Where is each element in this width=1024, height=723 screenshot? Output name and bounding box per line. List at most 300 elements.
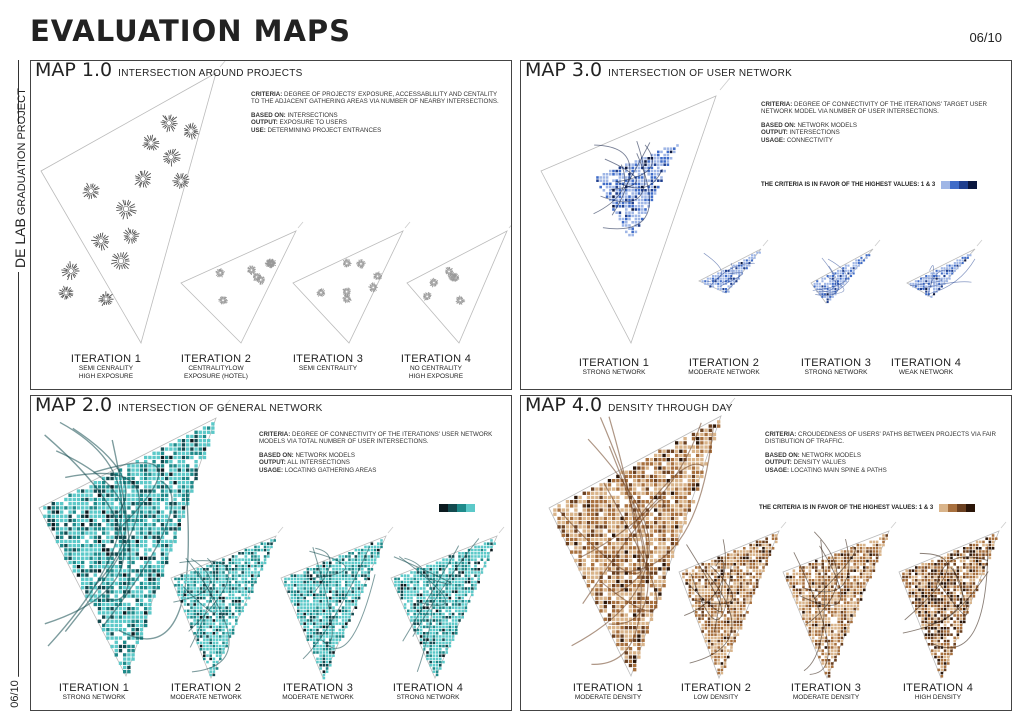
burst-ray [257, 273, 258, 275]
density-cell [300, 606, 303, 609]
density-cell [620, 555, 623, 558]
density-cell [148, 481, 151, 484]
density-cell [245, 594, 248, 597]
density-cell [401, 581, 404, 584]
burst-ray [135, 181, 140, 185]
density-cell [436, 667, 439, 670]
density-cell [184, 581, 187, 584]
density-cell [933, 283, 935, 285]
density-cell [131, 628, 134, 631]
density-cell [335, 590, 338, 593]
density-cell [471, 584, 474, 587]
density-cell [197, 597, 200, 600]
burst-ray [65, 296, 66, 300]
density-cell [106, 540, 109, 543]
density-cell [200, 613, 203, 616]
density-cell [698, 579, 701, 582]
density-cell [222, 648, 225, 651]
density-cell [943, 272, 945, 274]
density-cell [595, 521, 598, 524]
density-cell [174, 584, 177, 587]
density-cell [455, 584, 458, 587]
density-cell [458, 603, 461, 606]
density-cell [407, 600, 410, 603]
density-cell [303, 600, 306, 603]
density-cell [206, 616, 209, 619]
density-cell [323, 677, 326, 680]
density-cell [458, 597, 461, 600]
density-cell [404, 603, 407, 606]
density-cell [853, 265, 855, 267]
density-cell [474, 574, 477, 577]
density-cell [646, 466, 649, 469]
density-cell [332, 638, 335, 641]
density-cell [413, 616, 416, 619]
density-cell [216, 587, 219, 590]
density-cell [307, 632, 310, 635]
density-cell [77, 515, 80, 518]
density-cell [595, 538, 598, 541]
density-cell [824, 296, 826, 298]
density-cell [683, 492, 686, 495]
density-cell [297, 578, 300, 581]
density-cell [181, 590, 184, 593]
density-cell [679, 454, 682, 457]
density-cell [449, 600, 452, 603]
density-cell [461, 590, 464, 593]
density-cell [345, 574, 348, 577]
density-cell [316, 632, 319, 635]
density-cell [599, 584, 602, 587]
density-cell [248, 549, 251, 552]
density-cell [553, 513, 556, 516]
density-cell [161, 460, 164, 463]
density-cell [646, 483, 649, 486]
density-cell [410, 587, 413, 590]
density-cell [287, 578, 290, 581]
density-cell [326, 610, 329, 613]
density-cell [413, 626, 416, 629]
density-cell [700, 471, 703, 474]
density-cell [595, 534, 598, 537]
density-cell [827, 285, 829, 287]
density-cell [232, 613, 235, 616]
density-cell [615, 186, 618, 189]
density-cell [94, 523, 97, 526]
density-cell [173, 494, 176, 497]
density-cell [73, 552, 76, 555]
density-cell [637, 639, 640, 642]
density-cell [631, 167, 634, 170]
density-cell [595, 555, 598, 558]
density-cell [439, 587, 442, 590]
density-cell [704, 283, 706, 285]
density-cell [397, 590, 400, 593]
density-cell [628, 211, 631, 214]
density-cell [178, 502, 181, 505]
density-cell [477, 568, 480, 571]
density-cell [442, 590, 445, 593]
density-cell [735, 270, 737, 272]
density-cell [203, 456, 206, 459]
density-cell [404, 578, 407, 581]
density-cell [599, 609, 602, 612]
burst-ray [138, 174, 141, 176]
density-cell [140, 586, 143, 589]
density-cell [458, 571, 461, 574]
density-cell [190, 468, 193, 471]
density-cell [310, 574, 313, 577]
density-cell [574, 542, 577, 545]
density-cell [455, 600, 458, 603]
density-cell [225, 645, 228, 648]
density-cell [323, 613, 326, 616]
density-cell [436, 590, 439, 593]
density-cell [461, 613, 464, 616]
density-cell [52, 515, 55, 518]
density-cell [609, 186, 612, 189]
density-cell [698, 576, 701, 579]
burst-ray [111, 262, 117, 264]
density-cell [197, 568, 200, 571]
density-cell [148, 611, 151, 614]
density-cell [123, 657, 126, 660]
density-cell [433, 619, 436, 622]
density-cell [608, 555, 611, 558]
density-cell [604, 559, 607, 562]
burst-ray [250, 272, 251, 274]
density-cell [371, 568, 374, 571]
density-cell [193, 590, 196, 593]
density-cell [449, 613, 452, 616]
density-cell [658, 462, 661, 465]
density-cell [637, 630, 640, 633]
burst-ray [363, 263, 366, 264]
density-cell [616, 605, 619, 608]
density-cell [81, 578, 84, 581]
density-cell [313, 606, 316, 609]
density-cell [254, 562, 257, 565]
density-cell [203, 587, 206, 590]
density-cell [452, 638, 455, 641]
road-line [875, 240, 880, 246]
density-cell [420, 578, 423, 581]
density-cell [184, 600, 187, 603]
burst-ray [104, 243, 108, 247]
density-cell [313, 648, 316, 651]
density-cell [81, 515, 84, 518]
density-cell [203, 632, 206, 635]
density-cell [235, 581, 238, 584]
density-cell [821, 285, 823, 287]
density-cell [471, 568, 474, 571]
density-cell [190, 578, 193, 581]
map-1-based: INTERSECTIONS [287, 111, 338, 119]
density-cell [417, 590, 420, 593]
side-strip [4, 60, 28, 708]
density-cell [675, 496, 678, 499]
density-cell [364, 571, 367, 574]
density-cell [481, 546, 484, 549]
map-1-number: MAP 1.0 [35, 60, 113, 81]
density-cell [436, 600, 439, 603]
density-cell [650, 521, 653, 524]
density-cell [241, 568, 244, 571]
density-cell [187, 584, 190, 587]
map-3-based: NETWORK MODELS [797, 121, 857, 129]
density-cell [625, 199, 628, 202]
density-cell [474, 549, 477, 552]
density-cell [599, 525, 602, 528]
density-cell [949, 272, 951, 274]
density-cell [423, 578, 426, 581]
density-cell [209, 674, 212, 677]
density-cell [199, 431, 202, 434]
density-cell [458, 616, 461, 619]
density-cell [625, 630, 628, 633]
density-cell [646, 492, 649, 495]
density-cell [651, 179, 654, 182]
burst-center [222, 299, 225, 302]
density-cell [657, 186, 660, 189]
density-cell [232, 555, 235, 558]
map-3-output: INTERSECTIONS [789, 129, 840, 137]
density-cell [442, 626, 445, 629]
density-cell [683, 483, 686, 486]
density-cell [106, 510, 109, 513]
density-cell [165, 552, 168, 555]
density-cell [323, 626, 326, 629]
density-cell [68, 552, 71, 555]
density-cell [654, 163, 657, 166]
density-cell [410, 581, 413, 584]
density-cell [709, 433, 712, 436]
density-cell [169, 447, 172, 450]
density-cell [628, 224, 631, 227]
density-cell [332, 578, 335, 581]
burst-ray [267, 264, 269, 265]
density-cell [115, 611, 118, 614]
density-cell [423, 626, 426, 629]
density-cell [468, 587, 471, 590]
density-cell [629, 634, 632, 637]
density-cell [930, 272, 932, 274]
density-cell [136, 620, 139, 623]
density-cell [477, 581, 480, 584]
density-cell [629, 576, 632, 579]
density-cell [127, 636, 130, 639]
density-cell [413, 610, 416, 613]
density-cell [646, 475, 649, 478]
iteration-title: ITERATION 2 [688, 357, 760, 369]
density-cell [442, 600, 445, 603]
density-cell [667, 154, 670, 157]
density-cell [219, 587, 222, 590]
density-cell [316, 629, 319, 632]
density-cell [606, 176, 609, 179]
map-3-panel [520, 60, 1012, 390]
density-cell [688, 458, 691, 461]
density-cell [169, 477, 172, 480]
density-cell [619, 170, 622, 173]
density-cell [203, 426, 206, 429]
density-cell [625, 496, 628, 499]
density-cell [591, 559, 594, 562]
density-cell [106, 489, 109, 492]
density-cell [959, 259, 961, 261]
density-cell [300, 584, 303, 587]
density-cell [123, 603, 126, 606]
density-cell [81, 557, 84, 560]
density-cell [358, 587, 361, 590]
density-cell [181, 584, 184, 587]
density-cell [303, 574, 306, 577]
burst-ray [102, 233, 103, 238]
density-cell [339, 590, 342, 593]
density-cell [89, 527, 92, 530]
density-cell [161, 498, 164, 501]
burst-ray [192, 123, 193, 128]
density-cell [474, 562, 477, 565]
density-cell [326, 584, 329, 587]
side-label [12, 88, 28, 272]
density-cell [193, 613, 196, 616]
density-cell [106, 548, 109, 551]
density-cell [912, 283, 914, 285]
density-cell [119, 620, 122, 623]
density-cell [654, 525, 657, 528]
map-2-subtitle: INTERSECTION OF GENERAL NETWORK [118, 403, 323, 414]
density-cell [625, 208, 628, 211]
density-cell [157, 569, 160, 572]
density-cell [157, 578, 160, 581]
density-cell [52, 527, 55, 530]
density-cell [620, 643, 623, 646]
density-cell [303, 613, 306, 616]
density-cell [197, 635, 200, 638]
density-cell [182, 506, 185, 509]
density-cell [300, 594, 303, 597]
density-cell [131, 473, 134, 476]
density-cell [493, 542, 496, 545]
density-cell [633, 597, 636, 600]
density-cell [355, 555, 358, 558]
density-cell [827, 296, 829, 298]
burst-ray [253, 269, 256, 270]
density-cell [131, 569, 134, 572]
density-cell [658, 454, 661, 457]
density-cell [342, 594, 345, 597]
density-cell [165, 460, 168, 463]
density-cell [127, 615, 130, 618]
density-cell [662, 525, 665, 528]
density-cell [140, 498, 143, 501]
density-cell [816, 283, 818, 285]
density-cell [679, 504, 682, 507]
density-cell [94, 561, 97, 564]
density-cell [380, 542, 383, 545]
density-cell [140, 628, 143, 631]
density-cell [194, 439, 197, 442]
density-cell [433, 581, 436, 584]
density-cell [206, 632, 209, 635]
density-cell [651, 189, 654, 192]
density-cell [458, 610, 461, 613]
density-cell [238, 597, 241, 600]
density-cell [654, 173, 657, 176]
density-cell [837, 270, 839, 272]
density-cell [316, 626, 319, 629]
density-cell [332, 590, 335, 593]
density-cell [667, 517, 670, 520]
density-cell [307, 581, 310, 584]
density-cell [704, 445, 707, 448]
density-cell [98, 527, 101, 530]
density-cell [612, 630, 615, 633]
intersection-burst [317, 288, 325, 296]
density-cell [578, 496, 581, 499]
density-cell [654, 192, 657, 195]
density-cell [98, 502, 101, 505]
density-cell [662, 534, 665, 537]
density-cell [355, 594, 358, 597]
density-cell [261, 542, 264, 545]
density-cell [238, 600, 241, 603]
density-cell [629, 538, 632, 541]
density-cell [148, 515, 151, 518]
map-1-use-label: USE: [251, 126, 266, 134]
density-cell [206, 581, 209, 584]
density-cell [423, 638, 426, 641]
density-cell [94, 540, 97, 543]
density-cell [245, 571, 248, 574]
density-cell [339, 622, 342, 625]
density-cell [436, 619, 439, 622]
density-cell [106, 636, 109, 639]
density-cell [332, 594, 335, 597]
density-cell [660, 160, 663, 163]
density-cell [616, 538, 619, 541]
density-cell [200, 606, 203, 609]
density-grid [284, 539, 383, 679]
density-cell [213, 632, 216, 635]
density-cell [229, 610, 232, 613]
density-cell [319, 590, 322, 593]
density-cell [148, 531, 151, 534]
density-cell [603, 173, 606, 176]
density-cell [238, 552, 241, 555]
density-cell [190, 489, 193, 492]
density-cell [329, 581, 332, 584]
density-cell [102, 552, 105, 555]
burst-ray [174, 177, 178, 179]
density-cell [257, 558, 260, 561]
density-cell [633, 622, 636, 625]
density-cell [646, 630, 649, 633]
density-cell [487, 552, 490, 555]
density-cell [433, 651, 436, 654]
density-cell [442, 654, 445, 657]
density-cell [310, 606, 313, 609]
density-cell [85, 548, 88, 551]
density-cell [157, 506, 160, 509]
burst-center [123, 206, 129, 212]
density-cell [60, 527, 63, 530]
density-cell [583, 546, 586, 549]
density-cell [106, 527, 109, 530]
density-cell [316, 581, 319, 584]
density-cell [238, 568, 241, 571]
